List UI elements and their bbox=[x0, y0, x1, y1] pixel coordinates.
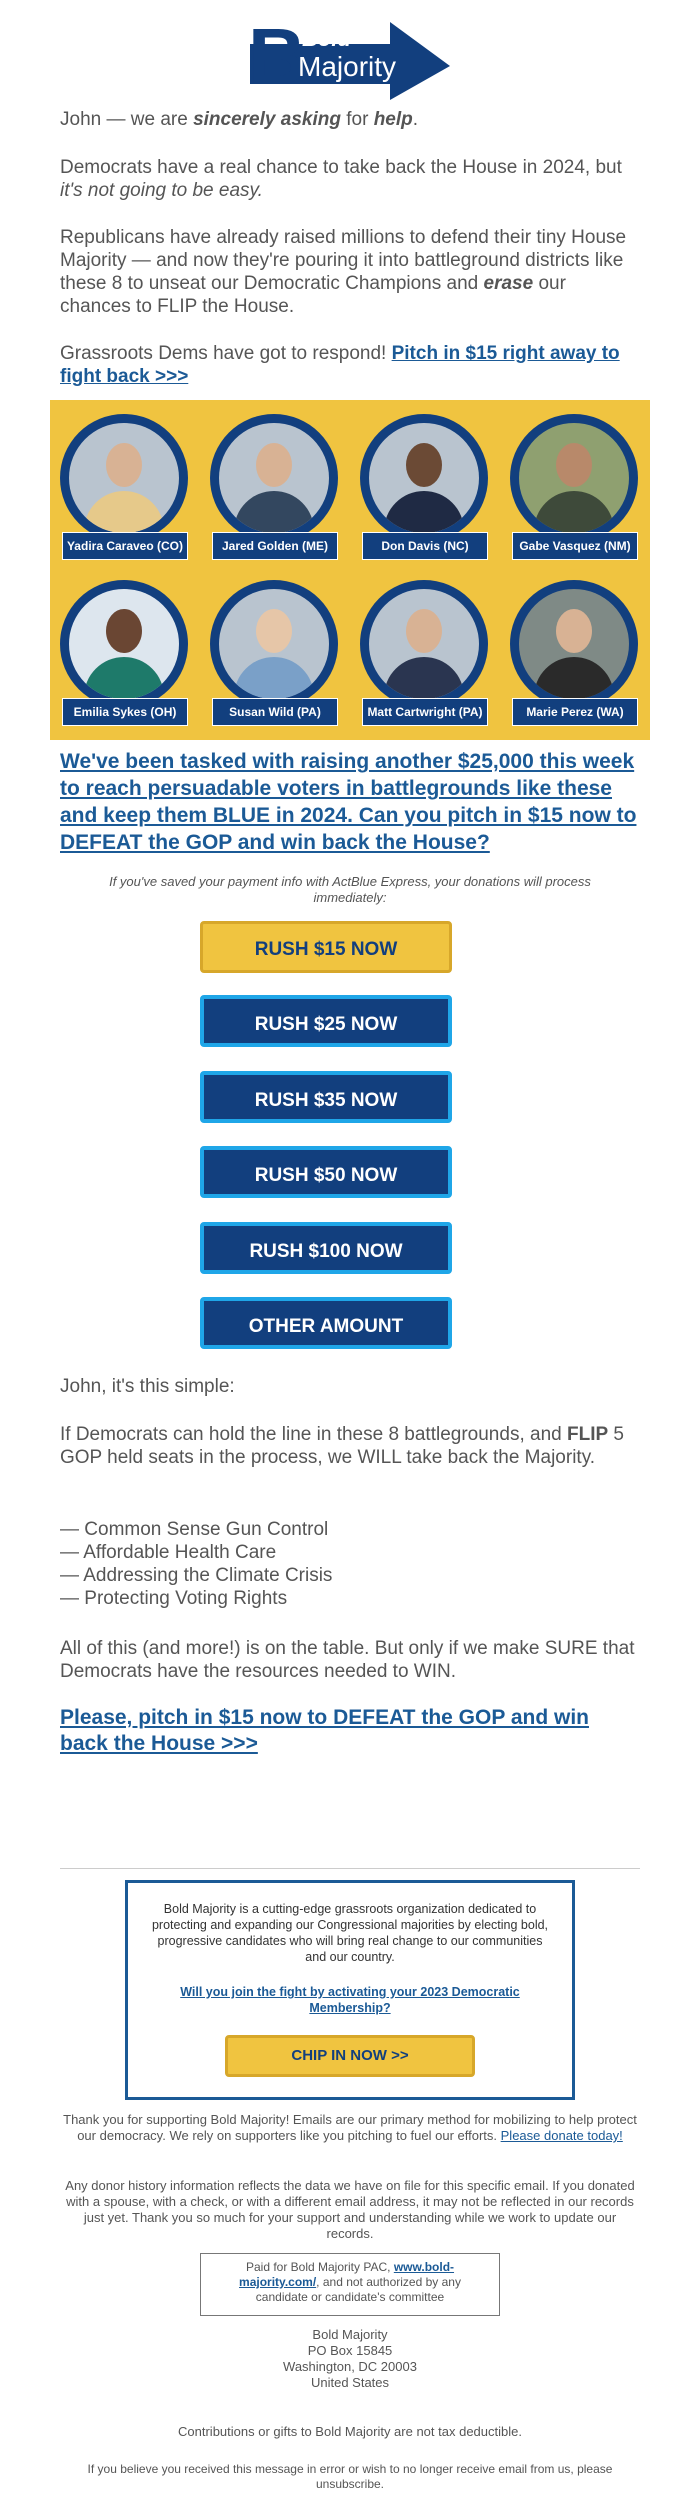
candidate-card bbox=[358, 580, 490, 719]
candidate-card bbox=[208, 414, 340, 553]
intro-p2-wrap bbox=[60, 156, 640, 202]
logo-arrow-icon bbox=[240, 4, 460, 104]
join-wrap bbox=[168, 1984, 532, 2016]
candidate-photo bbox=[60, 414, 188, 542]
text: Thank you for supporting Bold Majority! Emails are our primary method for mobilizing to help protect our democracy. We rely on supporters like you pitching to fuel our efforts. bbox=[63, 2112, 637, 2143]
candidate-name: Gabe Vasquez (NM) bbox=[512, 532, 638, 560]
rush-50-button[interactable]: RUSH $50 NOW bbox=[200, 1146, 452, 1198]
candidate-card bbox=[508, 580, 640, 719]
text: our chances to FLIP the House. bbox=[60, 273, 566, 317]
body-simple-wrap bbox=[60, 1375, 640, 1398]
issues-list bbox=[60, 1518, 640, 1610]
text: Republicans have already raised millions to defend their tiny House Majority — and now they're pouring it into battleground districts like these 8 to unseat our Democratic Champions and bbox=[60, 227, 627, 294]
text: Democrats have a real chance to take back the House in 2024, but bbox=[60, 157, 622, 178]
logo-name-bottom: Majority bbox=[298, 51, 397, 82]
candidate-photo bbox=[360, 414, 488, 542]
intro-p4 bbox=[60, 342, 640, 388]
final-donate-link[interactable]: Please, pitch in $15 now to DEFEAT the GOP and win back the House >>> bbox=[60, 1706, 589, 1755]
address-line: United States bbox=[310, 2375, 390, 2390]
mailing-address bbox=[200, 2327, 500, 2391]
logo-letter: B bbox=[248, 12, 306, 101]
issue-item: — Common Sense Gun Control bbox=[60, 1519, 329, 1540]
donor-history-text: Any donor history information reflects the data we have on file for this specific email. If you donated with a spouse, with a check, or with a different email address, it may not be reflected in our records just yet. Thank you so much for your support and understanding while we work to update our records. bbox=[65, 2178, 635, 2241]
chip-in-button[interactable]: CHIP IN NOW >> bbox=[225, 2035, 475, 2077]
actblue-express-note: If you've saved your payment info with ActBlue Express, your donations will process immediately: bbox=[109, 874, 591, 905]
address-line: PO Box 15845 bbox=[307, 2343, 393, 2358]
candidate-card bbox=[58, 580, 190, 719]
body-simple: John, it's this simple: bbox=[60, 1376, 235, 1397]
text-bold: FLIP bbox=[566, 1424, 609, 1445]
candidate-photo bbox=[210, 414, 338, 542]
donate-today-link[interactable]: Please donate today! bbox=[500, 2128, 623, 2143]
issue-item: — Protecting Voting Rights bbox=[60, 1588, 288, 1609]
issue-item: — Addressing the Climate Crisis bbox=[60, 1565, 333, 1586]
final-link-wrap bbox=[60, 1705, 640, 1757]
candidate-photo bbox=[60, 580, 188, 708]
bold-majority-logo[interactable] bbox=[240, 4, 460, 104]
candidate-photo bbox=[360, 580, 488, 708]
candidate-name: Don Davis (NC) bbox=[362, 532, 488, 560]
candidate-photo bbox=[210, 580, 338, 708]
pitch-in-link[interactable]: Pitch in $15 right away to fight back >>> bbox=[60, 343, 620, 387]
text: Paid for Bold Majority PAC, bbox=[245, 2260, 394, 2274]
text-emphasis: sincerely asking bbox=[193, 109, 341, 130]
body-table-wrap bbox=[60, 1637, 640, 1683]
membership-box bbox=[125, 1880, 575, 2100]
text-italic: it's not going to be easy. bbox=[60, 180, 263, 201]
join-fight-link[interactable]: Will you join the fight by activating your 2023 Democratic Membership? bbox=[180, 1985, 520, 2015]
rush-100-button[interactable]: RUSH $100 NOW bbox=[200, 1222, 452, 1274]
candidate-name: Matt Cartwright (PA) bbox=[362, 698, 488, 726]
headline-wrap bbox=[60, 748, 640, 856]
intro-section bbox=[60, 108, 640, 131]
candidate-name: Marie Perez (WA) bbox=[512, 698, 638, 726]
logo-name-top: Bold bbox=[302, 26, 351, 51]
text-emphasis: erase bbox=[483, 273, 534, 294]
text: John — we are bbox=[60, 109, 194, 130]
thanks-text bbox=[60, 2112, 640, 2144]
text-emphasis: help bbox=[373, 109, 413, 130]
headline bbox=[60, 748, 640, 856]
text: , and not authorized by any candidate or candidate's committee bbox=[255, 2275, 461, 2304]
candidate-name: Jared Golden (ME) bbox=[212, 532, 338, 560]
website-link[interactable]: www.bold-majority.com/ bbox=[239, 2260, 455, 2289]
candidate-card bbox=[208, 580, 340, 719]
candidate-name: Susan Wild (PA) bbox=[212, 698, 338, 726]
candidate-grid[interactable] bbox=[50, 400, 650, 740]
intro-p4-wrap bbox=[60, 342, 640, 388]
address-line: Bold Majority bbox=[312, 2327, 388, 2342]
headline-donate-link[interactable]: We've been tasked with raising another $25,000 this week to reach persuadable voters in battlegrounds like these and keep them BLUE in 2024. Can you pitch in $15 now to DEFEAT the GOP and win back the House? bbox=[60, 750, 637, 854]
rush-35-button[interactable]: RUSH $35 NOW bbox=[200, 1071, 452, 1123]
intro-p1 bbox=[60, 108, 640, 131]
candidate-card bbox=[358, 414, 490, 553]
intro-p3 bbox=[60, 226, 640, 318]
text: 5 GOP held seats in the process, we WILL take back the Majority. bbox=[60, 1424, 625, 1468]
intro-p2 bbox=[60, 156, 640, 202]
unsubscribe-text[interactable]: If you believe you received this message in error or wish to no longer receive email from us, please unsubscribe. bbox=[87, 2462, 613, 2491]
issue-item: — Affordable Health Care bbox=[60, 1542, 277, 1563]
divider bbox=[60, 1868, 640, 1869]
rush-25-button[interactable]: RUSH $25 NOW bbox=[200, 995, 452, 1047]
text: If Democrats can hold the line in these 8 battlegrounds, and bbox=[60, 1424, 567, 1445]
body-hold-wrap bbox=[60, 1423, 640, 1469]
text: Grassroots Dems have got to respond! bbox=[60, 343, 392, 364]
address-line: Washington, DC 20003 bbox=[283, 2359, 417, 2374]
candidate-name: Emilia Sykes (OH) bbox=[62, 698, 188, 726]
paid-for-box bbox=[200, 2253, 500, 2316]
tax-note: Contributions or gifts to Bold Majority are not tax deductible. bbox=[178, 2424, 522, 2439]
candidate-card bbox=[58, 414, 190, 553]
candidate-photo bbox=[510, 580, 638, 708]
text: for bbox=[340, 109, 374, 130]
candidate-name: Yadira Caraveo (CO) bbox=[62, 532, 188, 560]
rush-15-button[interactable]: RUSH $15 NOW bbox=[200, 921, 452, 973]
body-hold bbox=[60, 1423, 640, 1469]
intro-p3-wrap bbox=[60, 226, 640, 318]
text: . bbox=[412, 109, 419, 130]
body-table: All of this (and more!) is on the table. But only if we make SURE that Democrats have the resources needed to WIN. bbox=[60, 1638, 635, 1682]
other-amount-button[interactable]: OTHER AMOUNT bbox=[200, 1297, 452, 1349]
final-link-p bbox=[60, 1705, 640, 1757]
paid-for-text bbox=[213, 2260, 487, 2305]
about-text: Bold Majority is a cutting-edge grassroots organization dedicated to protecting and expanding our Congressional majorities by electing bold, progressive candidates who will bring real change to our communities and our country. bbox=[151, 1902, 549, 1964]
candidate-photo bbox=[510, 414, 638, 542]
candidate-card bbox=[508, 414, 640, 553]
